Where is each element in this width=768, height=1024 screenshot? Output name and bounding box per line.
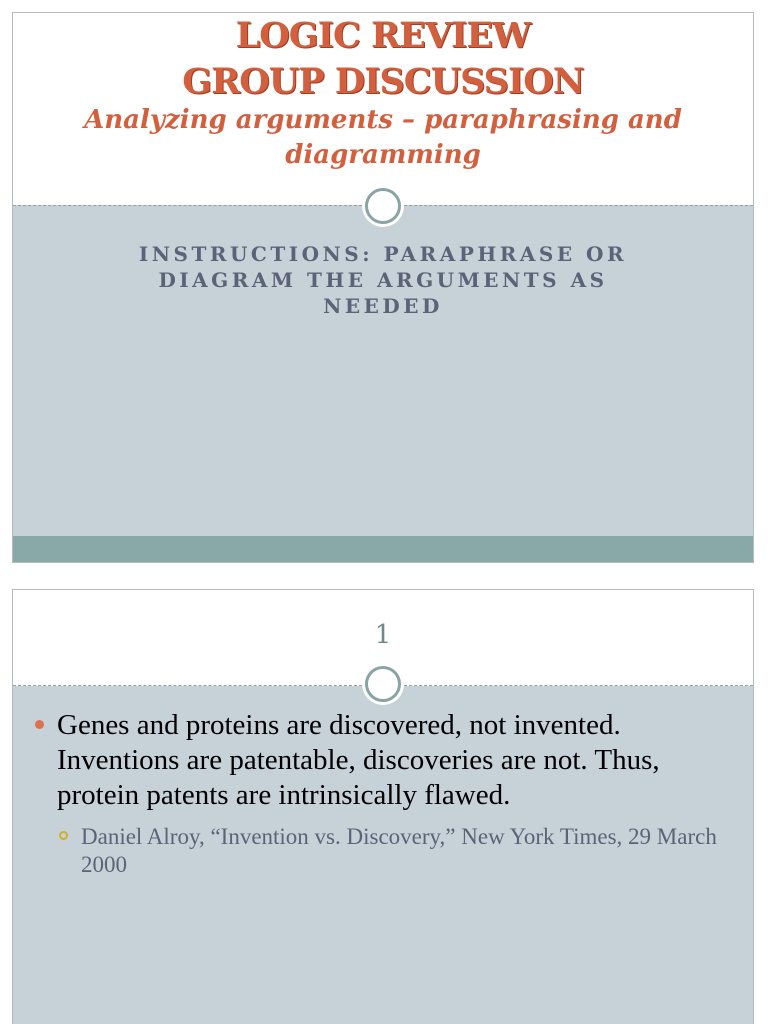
ring-bullet-icon xyxy=(59,831,68,840)
list-item xyxy=(33,708,733,879)
main-title xyxy=(13,13,753,105)
instructions-text: INSTRUCTIONS: PARAPHRASE OR DIAGRAM THE ARGUMENTS AS NEEDED xyxy=(138,242,628,318)
bullet-list xyxy=(33,708,733,879)
sub-list xyxy=(57,823,733,879)
title-area xyxy=(13,13,753,205)
main-title-line-2: GROUP DISCUSSION xyxy=(182,61,584,102)
main-title-line-1: LOGIC REVIEW xyxy=(235,15,531,56)
slide-title xyxy=(12,12,754,563)
slide-argument-1 xyxy=(12,589,754,1024)
subtitle: Analyzing arguments – paraphrasing and diagramming xyxy=(84,105,682,170)
bullet-dot-icon xyxy=(35,720,44,729)
slide-number: 1 xyxy=(374,620,392,650)
footer-band xyxy=(13,536,753,562)
citation-text: Daniel Alroy, “Invention vs. Discovery,” New York Times, 29 March 2000 xyxy=(81,824,717,877)
ring-ornament-icon xyxy=(365,188,401,224)
argument-text: Genes and proteins are discovered, not invented. Inventions are patentable, discoveries are not. Thus, protein patents are intrinsically flawed. xyxy=(57,709,660,811)
ring-ornament-icon xyxy=(365,666,401,702)
list-item xyxy=(57,823,733,879)
